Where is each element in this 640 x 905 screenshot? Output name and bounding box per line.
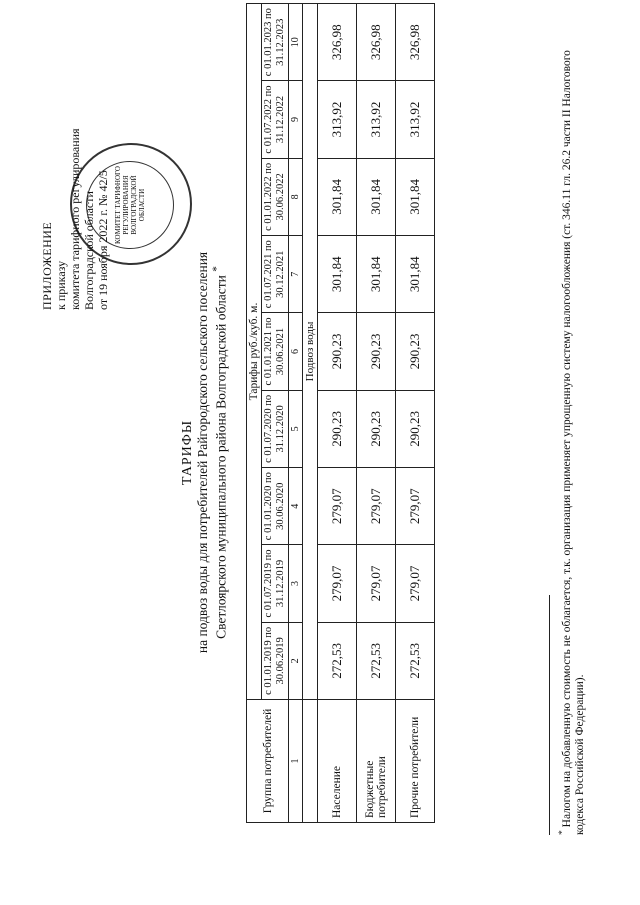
period-header: с 01.01.2023 по 31.12.2023 <box>262 4 289 81</box>
period-header: с 01.07.2021 по 30.12.2021 <box>262 236 289 313</box>
title-line: на подвоз воды для потребителей Райгородского сельского поселения <box>195 251 210 654</box>
tariff-value-cell: 290,23 <box>318 313 357 390</box>
tariff-value-cell: 326,98 <box>396 4 435 81</box>
consumer-group-cell: Прочие потребители <box>396 700 435 823</box>
tariff-value-cell: 279,07 <box>318 468 357 545</box>
title-line-text: Светлоярского муниципального района Волгоградской области <box>213 275 229 639</box>
footnote-mark: * <box>557 830 568 835</box>
table-row <box>318 4 357 823</box>
consumer-group-cell: Бюджетные потребители <box>357 700 396 823</box>
footnote-text: Налогом на добавленную стоимость не облагается, т.к. организация применяет упрощенную систему налогообложения (ст. 346.11 гл. 26.2 части II Налогового кодекса Российской Федерации). <box>560 50 586 835</box>
column-number: 3 <box>289 545 303 622</box>
appendix-block <box>40 70 110 310</box>
tariff-header: Тарифы руб./куб. м. <box>247 4 262 700</box>
table-row <box>396 4 435 823</box>
tariff-value-cell: 326,98 <box>357 4 396 81</box>
column-number: 10 <box>289 4 303 81</box>
tariff-value-cell: 301,84 <box>318 158 357 235</box>
period-header: с 01.01.2020 по 30.06.2020 <box>262 468 289 545</box>
tariff-value-cell: 279,07 <box>396 545 435 622</box>
column-number: 2 <box>289 622 303 699</box>
column-number: 7 <box>289 236 303 313</box>
column-number: 6 <box>289 313 303 390</box>
consumer-group-cell: Население <box>318 700 357 823</box>
column-number: 1 <box>289 700 303 823</box>
tariff-value-cell: 290,23 <box>357 313 396 390</box>
period-header: с 01.07.2022 по 31.12.2022 <box>262 81 289 158</box>
tariff-value-cell: 279,07 <box>357 468 396 545</box>
tariff-table <box>246 3 435 823</box>
tariff-value-cell: 272,53 <box>396 622 435 699</box>
table-row <box>357 4 396 823</box>
tariff-value-cell: 301,84 <box>318 236 357 313</box>
footnote <box>556 45 587 835</box>
document-title <box>180 0 229 905</box>
period-header: с 01.07.2020 по 31.12.2020 <box>262 390 289 467</box>
appendix-line: Волгоградской области <box>82 191 96 310</box>
tariff-value-cell: 272,53 <box>357 622 396 699</box>
period-header: с 01.07.2019 по 31.12.2019 <box>262 545 289 622</box>
tariff-value-cell: 290,23 <box>318 390 357 467</box>
appendix-label: ПРИЛОЖЕНИЕ <box>40 221 54 310</box>
group-header: Группа потребителей <box>247 700 289 823</box>
tariff-value-cell: 290,23 <box>396 390 435 467</box>
tariff-value-cell: 313,92 <box>357 81 396 158</box>
title-main: ТАРИФЫ <box>180 419 195 486</box>
seal-inner-text: КОМИТЕТ ТАРИФНОГО РЕГУЛИРОВАНИЯ ВОЛГОГРАДСКОЙ ОБЛАСТИ <box>86 161 174 249</box>
tariff-value-cell: 313,92 <box>396 81 435 158</box>
section-empty-cell <box>303 700 318 823</box>
appendix-line: к приказу <box>54 260 68 310</box>
appendix-date: от 19 ноября 2022 г. № 42/5 <box>96 170 110 310</box>
period-header: с 01.01.2022 по 30.06.2022 <box>262 158 289 235</box>
tariff-value-cell: 272,53 <box>318 622 357 699</box>
tariff-value-cell: 301,84 <box>396 236 435 313</box>
column-number: 9 <box>289 81 303 158</box>
tariff-value-cell: 301,84 <box>396 158 435 235</box>
column-number: 4 <box>289 468 303 545</box>
title-footnote-mark: * <box>211 266 223 272</box>
title-line <box>210 0 229 905</box>
appendix-line: комитета тарифного регулирования <box>68 128 82 310</box>
period-header: с 01.01.2021 по 30.06.2021 <box>262 313 289 390</box>
tariff-value-cell: 326,98 <box>318 4 357 81</box>
tariff-value-cell: 279,07 <box>396 468 435 545</box>
tariff-value-cell: 301,84 <box>357 158 396 235</box>
period-header: с 01.01.2019 по 30.06.2019 <box>262 622 289 699</box>
tariff-value-cell: 313,92 <box>318 81 357 158</box>
tariff-value-cell: 290,23 <box>396 313 435 390</box>
tariff-value-cell: 301,84 <box>357 236 396 313</box>
column-number: 5 <box>289 390 303 467</box>
section-label: Подвоз воды <box>303 4 318 700</box>
column-number: 8 <box>289 158 303 235</box>
tariff-value-cell: 279,07 <box>318 545 357 622</box>
tariff-value-cell: 290,23 <box>357 390 396 467</box>
tariff-value-cell: 279,07 <box>357 545 396 622</box>
footnote-rule <box>549 595 550 835</box>
